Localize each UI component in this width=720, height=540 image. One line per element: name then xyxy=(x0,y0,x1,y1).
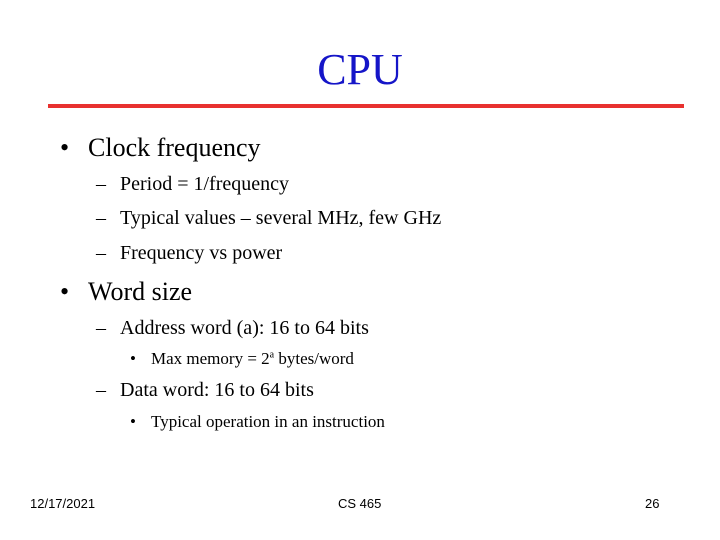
bullet-word-size xyxy=(60,276,192,308)
sub-bullet-frequency-vs-power xyxy=(96,240,282,266)
footer-date: 12/17/2021 xyxy=(30,496,96,511)
footer-course: CS 465 xyxy=(338,496,382,511)
bullet-clock-frequency xyxy=(60,132,261,164)
sub-bullet-period xyxy=(96,171,289,197)
sub-bullet-text: Address word (a): 16 to 64 bits xyxy=(120,317,369,339)
dash-marker: – xyxy=(96,317,106,339)
sub-bullet-typical-values xyxy=(96,205,441,231)
detail-max-memory xyxy=(130,348,354,370)
detail-typical-operation xyxy=(130,411,385,433)
sub-bullet-text: Data word: 16 to 64 bits xyxy=(120,379,314,401)
bullet-marker: • xyxy=(60,133,70,162)
dash-marker: – xyxy=(96,173,106,195)
detail-text: Max memory = 2 xyxy=(151,349,270,368)
bullet-marker: • xyxy=(60,277,70,306)
detail-text-suffix: bytes/word xyxy=(274,349,354,368)
sub-bullet-data-word xyxy=(96,377,314,403)
dot-marker: • xyxy=(130,412,136,431)
dash-marker: – xyxy=(96,207,106,229)
sub-bullet-text: Typical values – several MHz, few GHz xyxy=(120,207,442,229)
slide-title: CPU xyxy=(317,45,403,94)
detail-text: Typical operation in an instruction xyxy=(151,412,385,431)
dash-marker: – xyxy=(96,242,106,264)
dot-marker: • xyxy=(130,349,136,368)
dash-marker: – xyxy=(96,379,106,401)
bullet-text: Word size xyxy=(88,277,193,306)
exponent: a xyxy=(269,349,275,361)
bullet-text: Clock frequency xyxy=(88,133,261,162)
sub-bullet-address-word xyxy=(96,315,369,341)
title-divider xyxy=(48,104,684,108)
footer-page-number: 26 xyxy=(645,496,660,511)
sub-bullet-text: Frequency vs power xyxy=(120,242,283,264)
sub-bullet-text: Period = 1/frequency xyxy=(120,173,290,195)
